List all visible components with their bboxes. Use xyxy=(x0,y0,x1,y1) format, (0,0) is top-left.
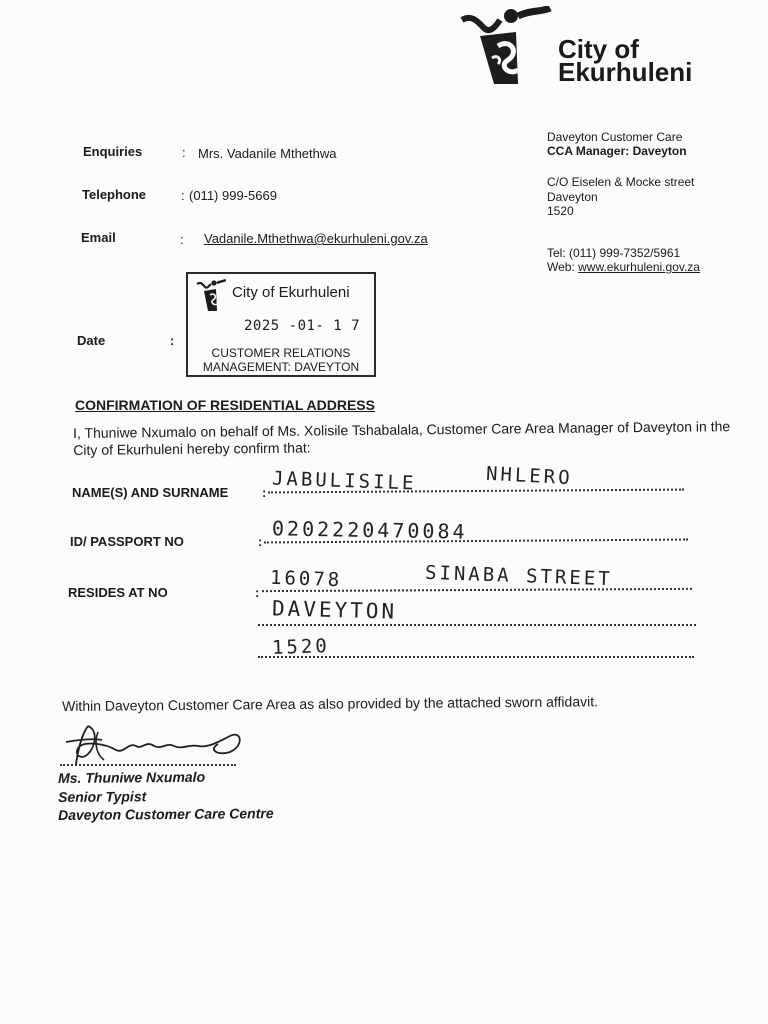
email-label: Email xyxy=(81,230,116,245)
colon: : xyxy=(262,485,267,500)
signatory-centre: Daveyton Customer Care Centre xyxy=(58,805,274,823)
office-name: Daveyton Customer Care xyxy=(547,130,683,144)
stamp-footer-line-1: CUSTOMER RELATIONS xyxy=(211,346,351,360)
stamp-title: City of Ekurhuleni xyxy=(232,284,350,301)
address-street-handwritten: SINABA STREET xyxy=(424,561,614,591)
colon: : xyxy=(170,333,175,348)
closing-statement: Within Daveyton Customer Care Area as also provided by the attached sworn affidavit. xyxy=(62,693,599,714)
date-stamp xyxy=(186,272,376,377)
office-manager: CCA Manager: Daveyton xyxy=(547,144,687,158)
name-label: NAME(S) AND SURNAME xyxy=(72,485,229,500)
id-label: ID/ PASSPORT NO xyxy=(70,534,184,549)
city-of-ekurhuleni-logo-icon xyxy=(458,6,554,84)
telephone-label: Telephone xyxy=(82,187,147,202)
address-town-handwritten: DAVEYTON xyxy=(271,596,398,624)
office-postcode: 1520 xyxy=(547,204,574,218)
colon: : xyxy=(255,585,260,600)
address-dotted-line-2 xyxy=(258,624,696,626)
logo-line-1: City of xyxy=(558,34,639,64)
colon: : xyxy=(180,232,184,247)
id-handwritten: 0202220470084 xyxy=(271,516,468,544)
web-link[interactable]: www.ekurhuleni.gov.za xyxy=(578,260,700,274)
stamp-date: 2025 -01- 1 7 xyxy=(244,318,361,334)
logo-line-2: Ekurhuleni xyxy=(558,57,693,87)
confirmation-paragraph: I, Thuniwe Nxumalo on behalf of Ms. Xolisile Tshabalala, Customer Care Area Manager of Daveyton in the City of Ekurhuleni hereby confirm that: xyxy=(73,418,731,458)
colon: : xyxy=(181,188,185,203)
signatory-title: Senior Typist xyxy=(58,788,147,805)
colon: : xyxy=(182,145,186,160)
colon: : xyxy=(258,534,263,549)
date-label: Date xyxy=(77,333,106,348)
enquiries-value: Mrs. Vadanile Mthethwa xyxy=(198,146,337,161)
stamp-footer-line-2: MANAGEMENT: DAVEYTON xyxy=(202,360,360,374)
office-street: C/O Eiselen & Mocke street xyxy=(547,175,695,189)
enquiries-label: Enquiries xyxy=(83,144,143,159)
office-telephone: Tel: (011) 999-7352/5961 xyxy=(547,246,681,260)
address-postcode-handwritten: 1520 xyxy=(271,634,331,660)
office-town: Daveyton xyxy=(547,190,598,204)
stamp-footer xyxy=(188,346,374,374)
signatory-name: Ms. Thuniwe Nxumalo xyxy=(58,768,206,786)
name-last-handwritten: NHLERO xyxy=(485,462,574,490)
address-number-handwritten: 16078 xyxy=(269,566,343,592)
document-heading: CONFIRMATION OF RESIDENTIAL ADDRESS xyxy=(75,397,375,413)
email-link[interactable]: Vadanile.Mthethwa@ekurhuleni.gov.za xyxy=(204,231,428,246)
web-label: Web: xyxy=(547,260,575,274)
handwritten-signature xyxy=(58,720,248,768)
stamp-logo-icon xyxy=(196,279,226,311)
office-web xyxy=(547,260,700,275)
resides-label: RESIDES AT NO xyxy=(68,585,168,600)
signature-line xyxy=(60,764,236,766)
name-first-handwritten: JABULISILE xyxy=(271,467,417,495)
logo-wordmark xyxy=(558,34,693,87)
telephone-value: (011) 999-5669 xyxy=(189,188,277,203)
